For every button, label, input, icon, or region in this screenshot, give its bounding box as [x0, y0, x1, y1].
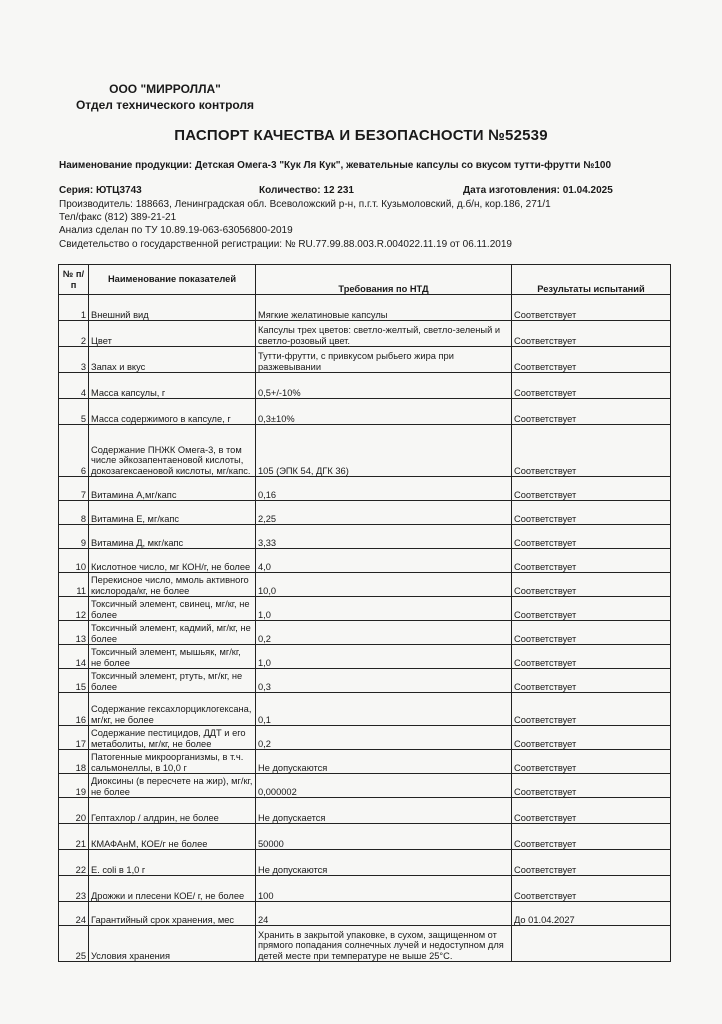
- row-indicator-name: E. coli в 1,0 г: [89, 850, 256, 876]
- row-requirement: 1,0: [256, 597, 512, 621]
- row-requirement: Тутти-фрутти, с привкусом рыбьего жира при разжевывании: [256, 347, 512, 373]
- specification-table: [58, 264, 671, 962]
- row-result: Соответствует: [512, 774, 671, 798]
- table-row: [59, 824, 671, 850]
- row-result: Соответствует: [512, 621, 671, 645]
- table-row: [59, 399, 671, 425]
- row-number: 25: [59, 926, 89, 962]
- row-requirement: 0,000002: [256, 774, 512, 798]
- row-number: 1: [59, 295, 89, 321]
- row-indicator-name: Перекисное число, ммоль активного кислорода/кг, не более: [89, 573, 256, 597]
- document-title: ПАСПОРТ КАЧЕСТВА И БЕЗОПАСНОСТИ №52539: [174, 127, 548, 144]
- row-requirement: Капсулы трех цветов: светло-желтый, светло-зеленый и светло-розовый цвет.: [256, 321, 512, 347]
- row-indicator-name: Диоксины (в пересчете на жир), мг/кг, не более: [89, 774, 256, 798]
- row-requirement: 105 (ЭПК 54, ДГК 36): [256, 425, 512, 477]
- row-result: Соответствует: [512, 477, 671, 501]
- header-indicator-name: Наименование показателей: [89, 265, 256, 295]
- row-number: 7: [59, 477, 89, 501]
- table-row: [59, 347, 671, 373]
- row-requirement: 1,0: [256, 645, 512, 669]
- row-number: 24: [59, 902, 89, 926]
- row-requirement: 10,0: [256, 573, 512, 597]
- quantity: Количество: 12 231: [259, 185, 354, 196]
- table-row: [59, 425, 671, 477]
- table-row: [59, 621, 671, 645]
- row-requirement: 100: [256, 876, 512, 902]
- row-number: 20: [59, 798, 89, 824]
- table-row: [59, 477, 671, 501]
- table-row: [59, 321, 671, 347]
- row-result: Соответствует: [512, 321, 671, 347]
- row-result: Соответствует: [512, 525, 671, 549]
- row-requirement: Не допускаются: [256, 850, 512, 876]
- row-result: Соответствует: [512, 693, 671, 726]
- row-requirement: 0,5+/-10%: [256, 373, 512, 399]
- row-requirement: 2,25: [256, 501, 512, 525]
- producer-address: Производитель: 188663, Ленинградская обл. Всеволожский р-н, п.г.т. Кузьмоловский, д.б/н, кор.186, 271/1: [59, 199, 551, 210]
- row-number: 16: [59, 693, 89, 726]
- row-indicator-name: Кислотное число, мг КОН/г, не более: [89, 549, 256, 573]
- registration-certificate: Свидетельство о государственной регистрации: № RU.77.99.88.003.R.004022.11.19 от 06.11.2019: [59, 239, 512, 250]
- header-requirements: Требования по НТД: [256, 265, 512, 295]
- row-indicator-name: Запах и вкус: [89, 347, 256, 373]
- row-number: 14: [59, 645, 89, 669]
- company-name: ООО "МИРРОЛЛА": [109, 82, 221, 96]
- row-indicator-name: Цвет: [89, 321, 256, 347]
- row-result: До 01.04.2027: [512, 902, 671, 926]
- row-requirement: 4,0: [256, 549, 512, 573]
- row-number: 18: [59, 750, 89, 774]
- row-result: Соответствует: [512, 373, 671, 399]
- row-result: Соответствует: [512, 399, 671, 425]
- row-indicator-name: КМАФАнМ, КОЕ/г не более: [89, 824, 256, 850]
- row-requirement: 0,3±10%: [256, 399, 512, 425]
- row-requirement: 0,1: [256, 693, 512, 726]
- row-indicator-name: Содержание ПНЖК Омега-3, в том числе эйкозапентаеновой кислоты, докозагексаеновой кислоты, мг/капс.: [89, 425, 256, 477]
- table-row: [59, 525, 671, 549]
- table-row: [59, 876, 671, 902]
- row-number: 11: [59, 573, 89, 597]
- row-result: [512, 926, 671, 962]
- row-number: 5: [59, 399, 89, 425]
- row-indicator-name: Токсичный элемент, кадмий, мг/кг, не более: [89, 621, 256, 645]
- row-number: 8: [59, 501, 89, 525]
- row-result: Соответствует: [512, 726, 671, 750]
- table-row: [59, 373, 671, 399]
- header-results: Результаты испытаний: [512, 265, 671, 295]
- row-result: Соответствует: [512, 669, 671, 693]
- row-result: Соответствует: [512, 501, 671, 525]
- table-row: [59, 926, 671, 962]
- row-number: 23: [59, 876, 89, 902]
- row-number: 2: [59, 321, 89, 347]
- table-row: [59, 693, 671, 726]
- product-name: Детская Омега-3 "Кук Ля Кук", жевательные капсулы со вкусом тутти-фрутти №100: [195, 160, 612, 171]
- table-row: [59, 501, 671, 525]
- row-number: 4: [59, 373, 89, 399]
- row-result: Соответствует: [512, 573, 671, 597]
- row-indicator-name: Витамина Е, мг/капс: [89, 501, 256, 525]
- row-requirement: 24: [256, 902, 512, 926]
- row-number: 17: [59, 726, 89, 750]
- table-row: [59, 798, 671, 824]
- row-result: Соответствует: [512, 425, 671, 477]
- row-number: 22: [59, 850, 89, 876]
- row-number: 12: [59, 597, 89, 621]
- row-indicator-name: Витамина А,мг/капс: [89, 477, 256, 501]
- row-number: 15: [59, 669, 89, 693]
- table-row: [59, 774, 671, 798]
- row-number: 6: [59, 425, 89, 477]
- row-indicator-name: Витамина Д, мкг/капс: [89, 525, 256, 549]
- row-indicator-name: Дрожжи и плесени КОЕ/ г, не более: [89, 876, 256, 902]
- table-row: [59, 295, 671, 321]
- phone-fax: Тел/факс (812) 389-21-21: [59, 212, 177, 223]
- row-indicator-name: Патогенные микроорганизмы, в т.ч. сальмонеллы, в 10,0 г: [89, 750, 256, 774]
- row-number: 13: [59, 621, 89, 645]
- row-indicator-name: Гептахлор / алдрин, не более: [89, 798, 256, 824]
- row-result: Соответствует: [512, 750, 671, 774]
- row-indicator-name: Гарантийный срок хранения, мес: [89, 902, 256, 926]
- row-indicator-name: Токсичный элемент, ртуть, мг/кг, не более: [89, 669, 256, 693]
- row-requirement: Не допускаются: [256, 750, 512, 774]
- row-result: Соответствует: [512, 876, 671, 902]
- row-result: Соответствует: [512, 850, 671, 876]
- series-number: Серия: ЮТЦ3743: [59, 185, 142, 196]
- table-body: [59, 295, 671, 962]
- row-requirement: 3,33: [256, 525, 512, 549]
- row-requirement: 50000: [256, 824, 512, 850]
- row-number: 9: [59, 525, 89, 549]
- table-row: [59, 850, 671, 876]
- row-result: Соответствует: [512, 798, 671, 824]
- product-label: Наименование продукции:: [59, 160, 193, 171]
- row-requirement: Хранить в закрытой упаковке, в сухом, защищенном от прямого попадания солнечных лучей и недоступном для детей месте при температуре не выше 25°С.: [256, 926, 512, 962]
- row-requirement: Не допускается: [256, 798, 512, 824]
- row-indicator-name: Внешний вид: [89, 295, 256, 321]
- table-row: [59, 597, 671, 621]
- table-header-row: [59, 265, 671, 295]
- row-number: 10: [59, 549, 89, 573]
- row-number: 21: [59, 824, 89, 850]
- row-result: Соответствует: [512, 824, 671, 850]
- row-result: Соответствует: [512, 347, 671, 373]
- analysis-standard: Анализ сделан по ТУ 10.89.19-063-63056800-2019: [59, 225, 293, 236]
- row-indicator-name: Содержание гексахлорциклогексана, мг/кг, не более: [89, 693, 256, 726]
- row-requirement: 0,3: [256, 669, 512, 693]
- table-row: [59, 573, 671, 597]
- table-row: [59, 645, 671, 669]
- table-row: [59, 549, 671, 573]
- row-requirement: 0,2: [256, 726, 512, 750]
- manufacture-date: Дата изготовления: 01.04.2025: [463, 185, 613, 196]
- row-result: Соответствует: [512, 645, 671, 669]
- row-requirement: 0,16: [256, 477, 512, 501]
- table-row: [59, 669, 671, 693]
- row-requirement: Мягкие желатиновые капсулы: [256, 295, 512, 321]
- row-indicator-name: Условия хранения: [89, 926, 256, 962]
- table-row: [59, 750, 671, 774]
- table-row: [59, 726, 671, 750]
- row-result: Соответствует: [512, 597, 671, 621]
- row-indicator-name: Токсичный элемент, свинец, мг/кг, не более: [89, 597, 256, 621]
- row-result: Соответствует: [512, 549, 671, 573]
- row-number: 3: [59, 347, 89, 373]
- row-indicator-name: Масса содержимого в капсуле, г: [89, 399, 256, 425]
- row-indicator-name: Масса капсулы, г: [89, 373, 256, 399]
- department-name: Отдел технического контроля: [75, 98, 255, 112]
- table-row: [59, 902, 671, 926]
- row-number: 19: [59, 774, 89, 798]
- row-requirement: 0,2: [256, 621, 512, 645]
- header-number: № п/п: [59, 265, 89, 295]
- row-result: Соответствует: [512, 295, 671, 321]
- row-indicator-name: Содержание пестицидов, ДДТ и его метаболиты, мг/кг, не более: [89, 726, 256, 750]
- row-indicator-name: Токсичный элемент, мышьяк, мг/кг, не более: [89, 645, 256, 669]
